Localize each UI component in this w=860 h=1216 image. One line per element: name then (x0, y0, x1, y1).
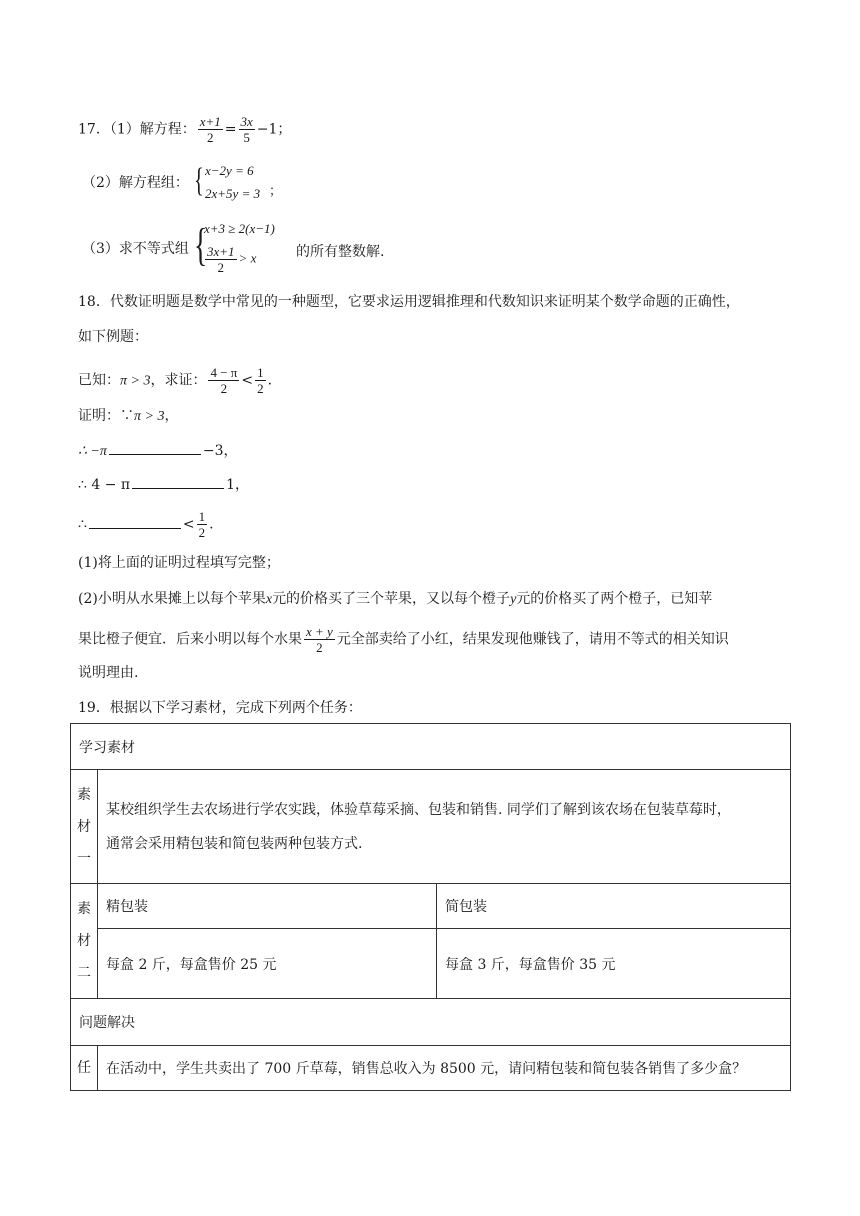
punctuation: ； (269, 183, 283, 198)
table-header: 学习素材 (71, 724, 791, 770)
system-row-1: x−2y = 6 (205, 163, 254, 178)
q19-intro: 19．根据以下学习素材，完成下列两个任务： (78, 700, 362, 716)
fine-package-value: 每盒 2 斤，每盒售价 25 元 (98, 929, 437, 999)
q17-part3-label: （3）求不等式组 (82, 241, 189, 257)
answer-blank[interactable] (89, 516, 181, 529)
fraction: $\frac{1}{2}$ (257, 365, 264, 396)
table-row (71, 884, 791, 929)
q18-proof-step-1: ∴ −π −3， (78, 443, 238, 459)
q18-part-2-line-3: 说明理由. (78, 665, 139, 681)
q18-intro-line-2: 如下例题： (78, 329, 148, 345)
q18-intro-line-1: 18．代数证明题是数学中常见的一种题型，它要求运用逻辑推理和代数知识来证明某个数学命题的正确性， (78, 294, 740, 310)
fraction: $\frac{1}{2}$ (198, 509, 206, 540)
table-row (71, 1046, 791, 1091)
q18-part-2-line-2: 果比橙子便宜．后来小明以每个水果 $\frac{x + y}{2}$ 元全部卖给了小红，结果发现他赚钱了，请用不等式的相关知识 (78, 624, 729, 655)
table-row (71, 929, 791, 999)
table-row (71, 724, 791, 770)
q18-given: 已知：π > 3，求证： $\frac{4 - \pi}{2}$ < $\frac{1}{2}$ . (78, 365, 273, 396)
system-brace: { (194, 219, 208, 270)
system-row-2: 2x+5y = 3 (205, 186, 261, 201)
learning-material-table (70, 723, 791, 1091)
table-row (71, 999, 791, 1046)
fraction: $\frac{4 - \pi}{2}$ (210, 365, 238, 396)
answer-blank[interactable] (109, 442, 201, 455)
problem-solving-header: 问题解决 (71, 999, 791, 1046)
inequality-row-1: x+3 ≥ 2(x−1) (204, 221, 275, 236)
simple-package-header: 简包装 (437, 884, 791, 929)
q18-proof-step-2: ∴ 4 − π 1， (78, 477, 250, 493)
q17-part3-suffix: 的所有整数解. (296, 244, 385, 260)
q18-proof-step-3: ∴ < $\frac{1}{2}$ . (78, 509, 214, 540)
q18-part-2-line-1: (2)小明从水果摊上以每个苹果x元的价格买了三个苹果，又以每个橙子y元的价格买了两个橙子，已知苹 (78, 591, 713, 607)
table-row (71, 770, 791, 884)
task-text: 在活动中，学生共卖出了 700 斤草莓，销售总收入为 8500 元，请问精包装和简包装各销售了多少盒？ (98, 1046, 791, 1091)
fraction: $\frac{3x+1}{2}$ (207, 244, 235, 275)
simple-package-value: 每盒 3 斤，每盒售价 35 元 (437, 929, 791, 999)
fraction: $\frac{x + y}{2}$ (306, 624, 333, 655)
q17-part2-label: （2）解方程组： (82, 175, 189, 191)
fraction: $\frac{x+1}{2}$ (199, 114, 221, 145)
inequality-row-2: $\frac{3x+1}{2}$ > x (207, 244, 257, 275)
material-2-label: 素 材 二 (71, 884, 98, 999)
q18-part-1: (1)将上面的证明过程填写完整； (78, 555, 280, 571)
q17-part1-label: 17．（1）解方程： (78, 121, 196, 138)
material-1-text: 某校组织学生去农场进行学农实践，体验草莓采摘、包装和销售. 同学们了解到该农场在包装草莓时， 通常会采用精包装和简包装两种包装方式. (98, 770, 791, 884)
answer-blank[interactable] (132, 476, 224, 489)
task-label: 任 (71, 1046, 98, 1091)
q18-proof-start: 证明：∵π > 3， (78, 408, 179, 424)
system-brace: { (194, 162, 204, 199)
q17-part1: 17．（1）解方程： $\frac{x+1}{2}$ = $\frac{3x}{5}$ −1； (78, 114, 292, 145)
fine-package-header: 精包装 (98, 884, 437, 929)
fraction: $\frac{3x}{5}$ (240, 114, 253, 145)
material-1-label: 素 材 一 (71, 770, 98, 884)
